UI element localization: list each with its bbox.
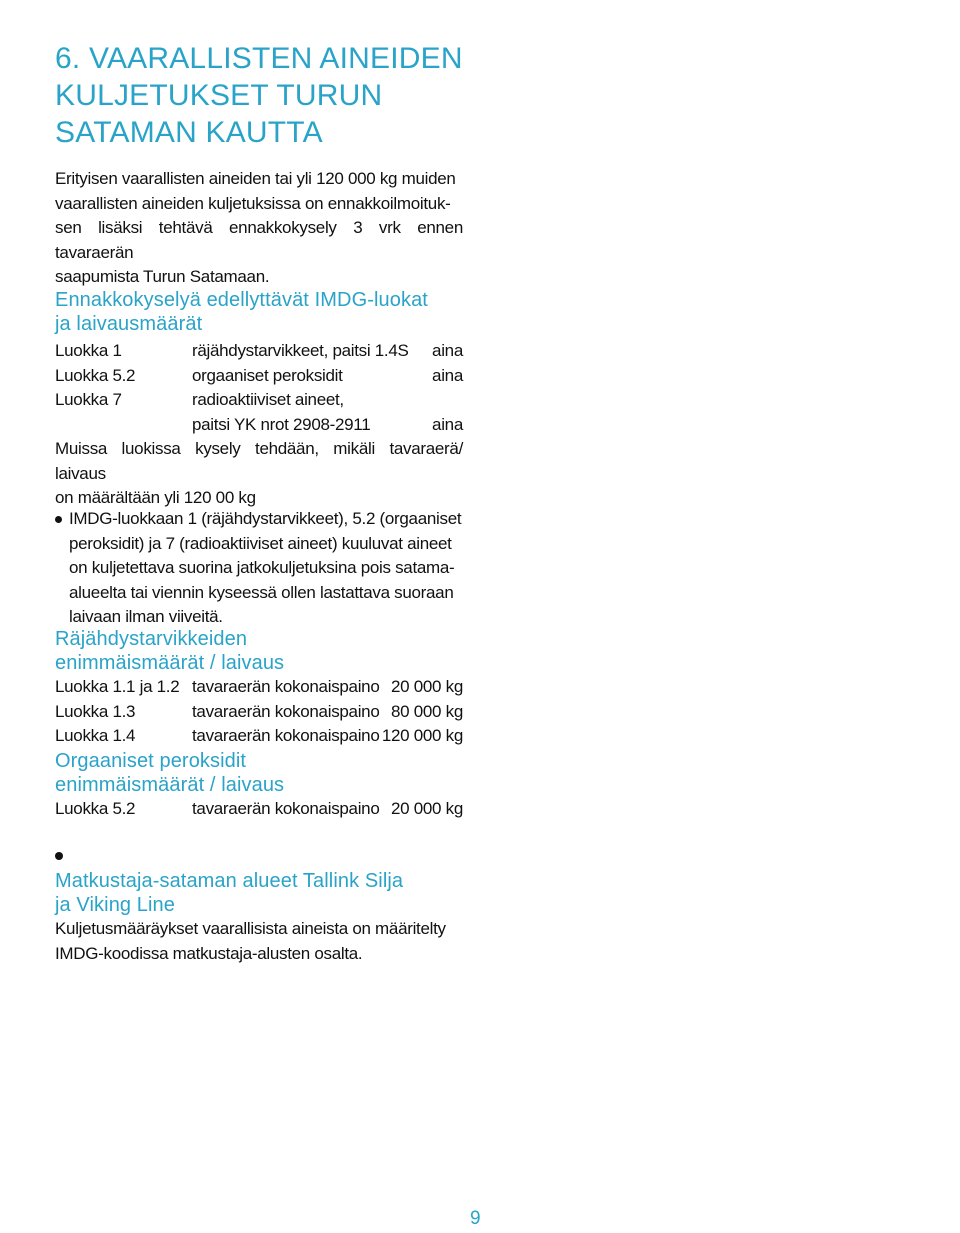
bullet-icon	[55, 516, 62, 523]
section-passenger-harbour	[55, 869, 463, 966]
section-note: Muissa luokissa kysely tehdään, mikäli tavaraerä/ laivaus on määrältään yli 120 00 kg	[55, 439, 463, 507]
section-peroxides-limits	[55, 749, 463, 822]
table-row: Luokka 5.2 tavaraerän kokonaispaino 20 000 kg	[55, 799, 463, 818]
bullet-icon	[55, 852, 63, 860]
table-row: Luokka 5.2 orgaaniset peroksidit aina	[55, 365, 463, 385]
table-row: Luokka 1 räjähdystarvikkeet, paitsi 1.4S aina	[55, 341, 463, 360]
table-row: paitsi YK nrot 2908-2911 aina	[192, 414, 463, 434]
intro-paragraph: Erityisen vaarallisten aineiden tai yli 120 000 kg muiden vaarallisten aineiden kuljetuksissa on ennakkoilmoituk- sen lisäksi tehtävä ennakkokysely 3 vrk ennen tavaraerän saapumista Turun Satamaan.	[55, 169, 463, 286]
table-row: Luokka 1.3 tavaraerän kokonaispaino 80 000 kg	[55, 701, 463, 721]
table-row: Luokka 7 radioaktiiviset aineet,	[55, 390, 344, 409]
section-heading: Ennakkokyselyä edellyttävät IMDG-luokat ja laivausmäärät	[55, 289, 428, 335]
section-explosives-limits	[55, 627, 463, 749]
table-row: Luokka 1.1 ja 1.2 tavaraerän kokonaispaino 20 000 kg	[55, 677, 463, 696]
section-imdg-classes	[55, 288, 463, 511]
table-row: Luokka 1.4 tavaraerän kokonaispaino 120 000 kg	[55, 726, 463, 745]
section-text: Kuljetusmääräykset vaarallisista aineista on määritelty IMDG-koodissa matkustaja-alusten osalta.	[55, 919, 446, 963]
bullet-item: IMDG-luokkaan 1 (räjähdystarvikkeet), 5.2 (orgaaniset peroksidit) ja 7 (radioaktiiviset aineet) kuuluvat aineet on kuljetettava suorina jatkokuljetuksina pois satama- alueelta tai viennin kyseessä ollen lastattava suoraan laivaan ilman viiveitä.	[55, 507, 463, 630]
section-heading: Orgaaniset peroksidit enimmäismäärät / laivaus	[55, 750, 285, 796]
page-number: 9	[470, 1208, 481, 1229]
section-heading: Matkustaja-sataman alueet Tallink Silja ja Viking Line	[55, 870, 404, 916]
page-title: 6. VAARALLISTEN AINEIDEN KULJETUKSET TURUN SATAMAN KAUTTA	[55, 42, 463, 149]
section-heading: Räjähdystarvikkeiden enimmäismäärät / laivaus	[55, 628, 285, 674]
